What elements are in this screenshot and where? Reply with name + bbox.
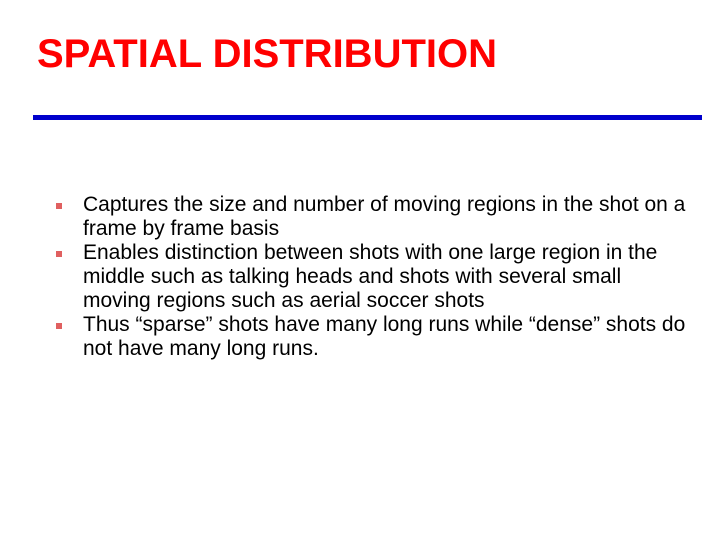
square-bullet-icon: [56, 251, 62, 257]
bullet-text: Captures the size and number of moving regions in the shot on a frame by frame basis: [83, 193, 686, 240]
slide-title: SPATIAL DISTRIBUTION: [37, 32, 497, 76]
bullet-item: [56, 241, 686, 313]
bullet-text: Enables distinction between shots with one large region in the middle such as talking heads and shots with several small moving regions such as aerial soccer shots: [83, 241, 658, 312]
bullet-list: [56, 193, 686, 361]
bullet-text: Thus “sparse” shots have many long runs while “dense” shots do not have many long runs.: [83, 313, 686, 360]
square-bullet-icon: [56, 203, 62, 209]
bullet-item: [56, 193, 686, 241]
title-divider: [33, 115, 702, 120]
bullet-item: [56, 313, 686, 361]
square-bullet-icon: [56, 323, 62, 329]
